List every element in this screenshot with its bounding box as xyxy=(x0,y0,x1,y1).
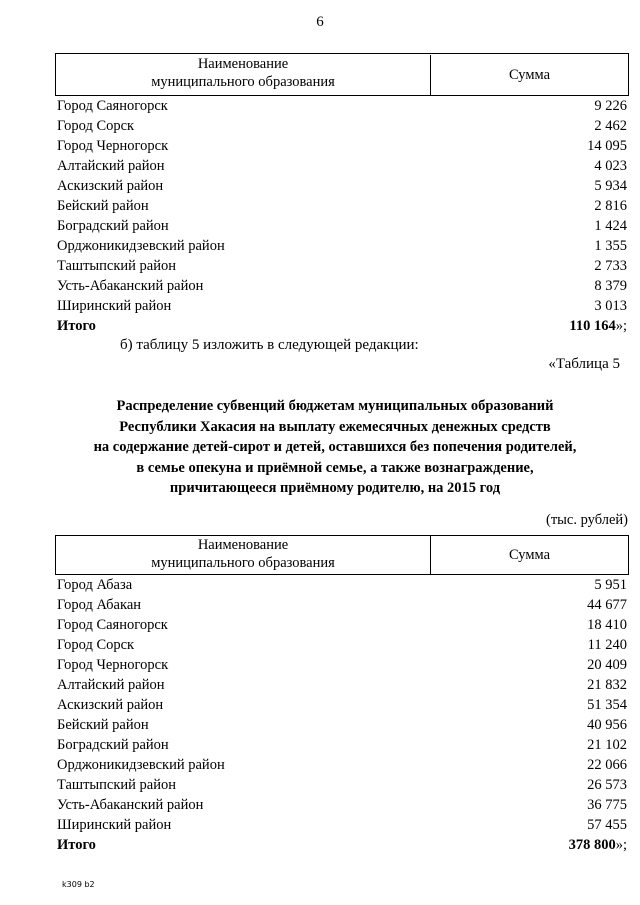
table-row xyxy=(55,795,629,815)
total-suffix: »; xyxy=(615,837,627,853)
amount-value: 9 226 xyxy=(594,98,627,114)
total-value xyxy=(569,316,629,336)
page-number: 6 xyxy=(316,14,324,30)
amount-value: 26 573 xyxy=(587,777,627,793)
table-row xyxy=(55,755,629,775)
municipality-name: Алтайский район xyxy=(57,158,165,174)
municipality-name: Город Черногорск xyxy=(57,657,169,673)
municipality-name: Город Абаза xyxy=(57,577,133,593)
total-value xyxy=(569,835,629,855)
total-amount: 378 800 xyxy=(568,837,616,853)
table-reference: «Таблица 5 xyxy=(548,356,620,372)
municipality-name: Орджоникидзевский район xyxy=(57,238,225,254)
table-row xyxy=(55,815,629,835)
name-column-header: Наименование муниципального образования xyxy=(56,55,431,95)
amount-value: 14 095 xyxy=(587,138,627,154)
municipality-name: Город Черногорск xyxy=(57,138,169,154)
table-row xyxy=(55,96,629,116)
total-label: Итого xyxy=(57,837,96,853)
amount-value: 1 355 xyxy=(594,238,627,254)
amount-value: 4 023 xyxy=(594,158,627,174)
sum-column-header: Сумма xyxy=(508,66,551,83)
total-label: Итого xyxy=(57,318,96,334)
amount-value: 44 677 xyxy=(587,597,627,613)
amount-value: 22 066 xyxy=(587,757,627,773)
table-row xyxy=(55,136,629,156)
table-header xyxy=(55,535,629,575)
sum-column-header: Сумма xyxy=(508,546,551,563)
municipality-name: Усть-Абаканский район xyxy=(57,797,204,813)
amount-value: 57 455 xyxy=(587,817,627,833)
amount-value: 3 013 xyxy=(594,298,627,314)
table-row xyxy=(55,296,629,316)
table-row xyxy=(55,695,629,715)
table-row xyxy=(55,575,629,595)
municipality-name: Аскизский район xyxy=(57,178,164,194)
municipality-name: Боградский район xyxy=(57,737,169,753)
amount-value: 36 775 xyxy=(587,797,627,813)
municipality-name: Таштыпский район xyxy=(57,777,177,793)
municipality-name: Орджоникидзевский район xyxy=(57,757,225,773)
table-row xyxy=(55,276,629,296)
section-heading xyxy=(40,396,630,499)
amount-value: 5 951 xyxy=(594,577,627,593)
municipality-name: Город Сорск xyxy=(57,637,135,653)
municipality-name: Ширинский район xyxy=(57,817,172,833)
amount-value: 21 102 xyxy=(587,737,627,753)
heading-line: Распределение субвенций бюджетам муниципальных образований xyxy=(116,398,554,414)
table-row xyxy=(55,256,629,276)
municipality-name: Ширинский район xyxy=(57,298,172,314)
heading-line: Республики Хакасия на выплату ежемесячных денежных средств xyxy=(119,418,551,435)
table-row xyxy=(55,775,629,795)
table-row xyxy=(55,615,629,635)
municipality-name: Город Сорск xyxy=(57,118,135,134)
municipality-name: Алтайский район xyxy=(57,677,165,693)
total-amount: 110 164 xyxy=(569,318,616,334)
table-row xyxy=(55,715,629,735)
municipality-name: Таштыпский район xyxy=(57,258,177,274)
amount-value: 18 410 xyxy=(587,617,627,633)
municipality-name: Боградский район xyxy=(57,218,169,234)
table-row xyxy=(55,655,629,675)
table-row xyxy=(55,156,629,176)
table-row xyxy=(55,675,629,695)
table-1 xyxy=(55,53,629,336)
amount-value: 8 379 xyxy=(594,278,627,294)
amount-value: 5 934 xyxy=(594,178,627,194)
table-row xyxy=(55,216,629,236)
table-row xyxy=(55,635,629,655)
table-row xyxy=(55,116,629,136)
table-body xyxy=(55,575,629,855)
municipality-name: Город Саяногорск xyxy=(57,98,168,114)
amount-value: 51 354 xyxy=(587,697,627,713)
amount-value: 1 424 xyxy=(594,218,627,234)
table-2 xyxy=(55,535,629,855)
total-row xyxy=(55,316,629,336)
instruction-text: б) таблицу 5 изложить в следующей редакции: xyxy=(120,337,419,353)
name-column-header: Наименование муниципального образования xyxy=(56,536,431,574)
amount-value: 2 462 xyxy=(594,118,627,134)
table-row xyxy=(55,196,629,216)
table-row xyxy=(55,176,629,196)
heading-line: в семье опекуна и приёмной семье, а также вознаграждение, xyxy=(136,459,534,476)
amount-value: 2 816 xyxy=(594,198,627,214)
amount-value: 20 409 xyxy=(587,657,627,673)
heading-line: на содержание детей-сирот и детей, оставшихся без попечения родителей, xyxy=(93,439,577,455)
municipality-name: Город Абакан xyxy=(57,597,142,613)
municipality-name: Бейский район xyxy=(57,198,149,214)
municipality-name: Аскизский район xyxy=(57,697,164,713)
amount-value: 2 733 xyxy=(594,258,627,274)
unit-label: (тыс. рублей) xyxy=(546,512,628,528)
table-row xyxy=(55,236,629,256)
municipality-name: Город Саяногорск xyxy=(57,617,168,633)
amount-value: 40 956 xyxy=(587,717,627,733)
table-header xyxy=(55,53,629,96)
table-row xyxy=(55,595,629,615)
municipality-name: Бейский район xyxy=(57,717,149,733)
municipality-name: Усть-Абаканский район xyxy=(57,278,204,294)
amount-value: 11 240 xyxy=(587,637,627,653)
table-row xyxy=(55,735,629,755)
footer-code: k309 b2 xyxy=(62,880,95,889)
total-row xyxy=(55,835,629,855)
amount-value: 21 832 xyxy=(587,677,627,693)
total-suffix: »; xyxy=(615,318,627,334)
heading-line: причитающееся приёмному родителю, на 2015 год xyxy=(169,480,501,496)
table-body xyxy=(55,96,629,336)
